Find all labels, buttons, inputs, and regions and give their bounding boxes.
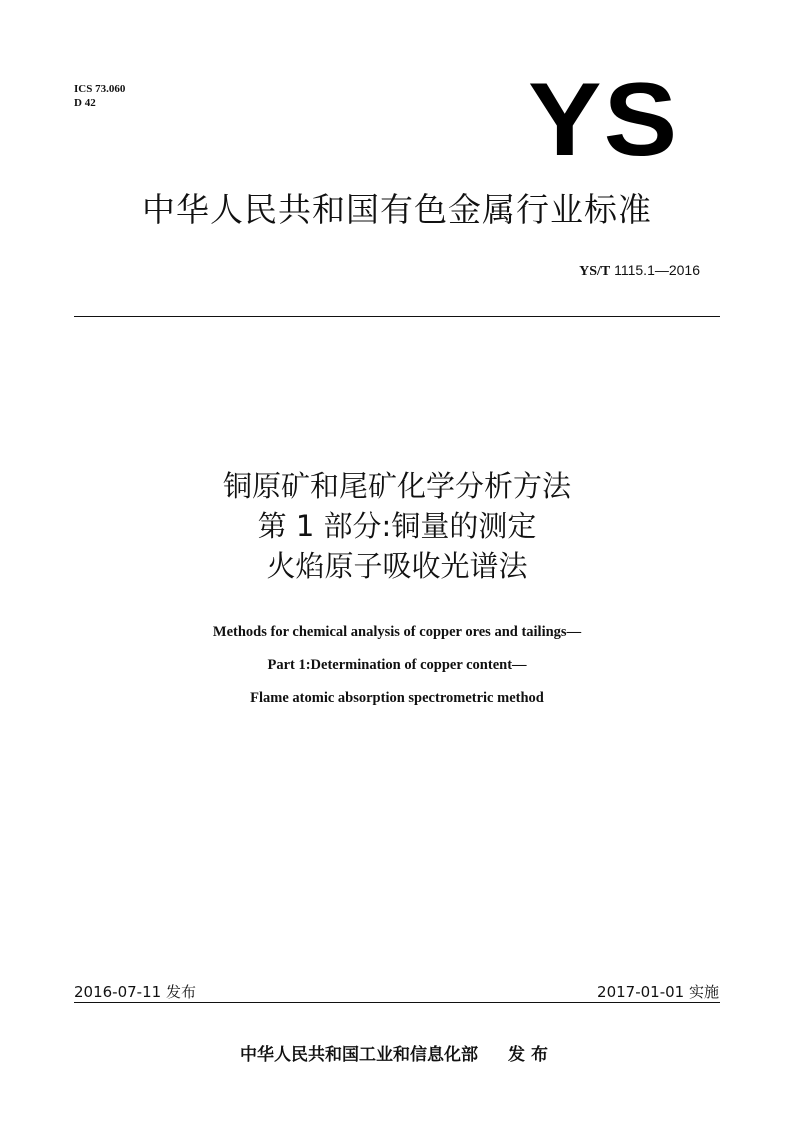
english-title-line-3: Flame atomic absorption spectrometric method <box>250 690 544 706</box>
chinese-title-line-3: 火焰原子吸收光谱法 <box>266 549 528 583</box>
english-title <box>74 623 720 722</box>
issue-date: 2016-07-11 发布 <box>74 983 196 1001</box>
top-divider <box>74 316 720 317</box>
bottom-divider <box>74 1002 720 1003</box>
standard-category-title: 中华人民共和国有色金属行业标准 <box>142 190 652 229</box>
publisher-line <box>74 1040 720 1065</box>
chinese-title <box>74 466 720 586</box>
standard-number-prefix: YS/T <box>579 264 611 279</box>
standard-number-value: 1115.1—2016 <box>614 262 700 278</box>
english-title-line-1: Methods for chemical analysis of copper ores and tailings— <box>212 624 582 640</box>
chinese-title-line-1: 铜原矿和尾矿化学分析方法 <box>222 469 571 503</box>
classification-codes <box>74 82 125 110</box>
standard-number <box>579 262 700 280</box>
ys-logo: YS <box>528 62 680 178</box>
english-title-line-2: Part 1:Determination of copper content— <box>267 657 527 673</box>
chinese-title-line-2: 第 1 部分:铜量的测定 <box>257 509 537 543</box>
ccs-code: D 42 <box>74 97 96 109</box>
ics-code: ICS 73.060 <box>74 83 126 95</box>
publish-action: 发布 <box>508 1045 554 1065</box>
implementation-date: 2017-01-01 实施 <box>597 983 719 1001</box>
publisher-name: 中华人民共和国工业和信息化部 <box>240 1045 478 1065</box>
